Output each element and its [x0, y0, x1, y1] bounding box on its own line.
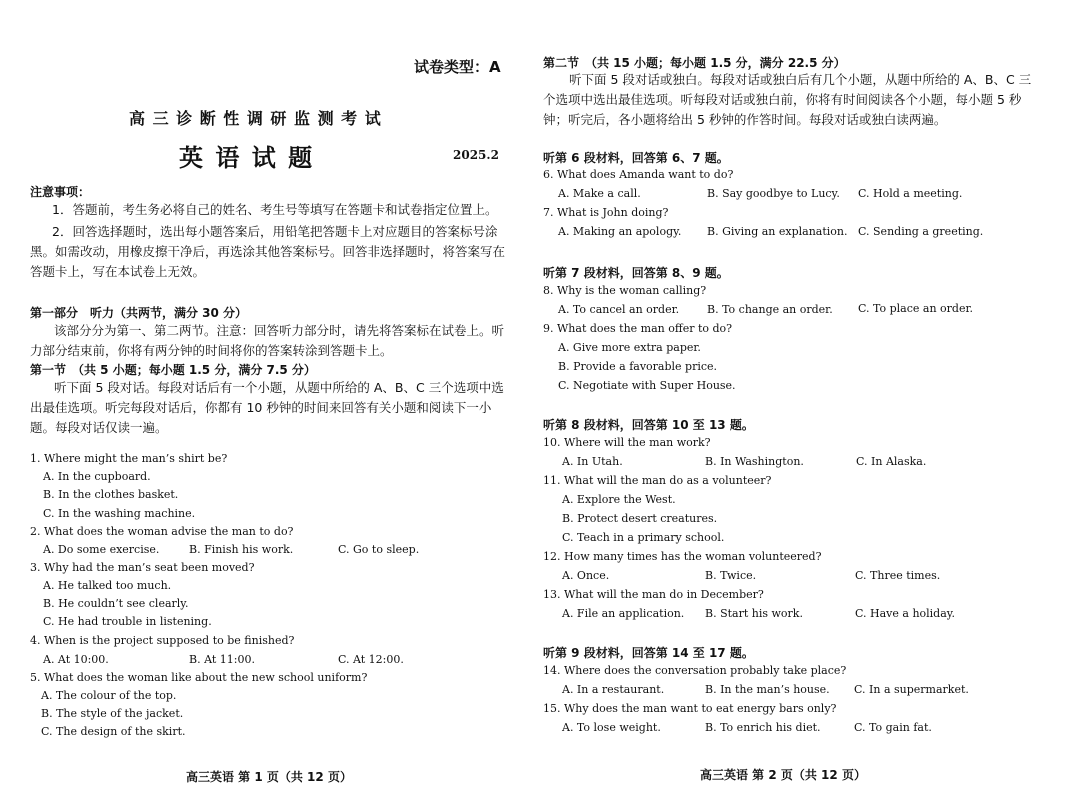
option-2b: B. Finish his work. [189, 543, 294, 556]
question-7: 7. What is John doing? [543, 206, 669, 219]
option-5a: A. The colour of the top. [41, 689, 177, 702]
option-9c: C. Negotiate with Super House. [558, 379, 736, 392]
option-8b: B. To change an order. [707, 303, 833, 316]
section1-title: 第一节 （共 5 小题；每小题 1.5 分，满分 7.5 分） [30, 363, 316, 377]
option-3b: B. He couldn’t see clearly. [43, 597, 189, 610]
option-12a: A. Once. [562, 569, 610, 582]
part1-description: 该部分分为第一、第二两节。注意：回答听力部分时，请先将答案标在试卷上。听力部分结束前，你将有两分钟的时间将你的答案转涂到答题卡上。 [30, 323, 505, 358]
option-13a: A. File an application. [562, 607, 685, 620]
question-15: 15. Why does the man want to eat energy bars only? [543, 702, 837, 715]
option-1b: B. In the clothes basket. [43, 488, 179, 501]
option-4a: A. At 10:00. [43, 653, 109, 666]
option-2a: A. Do some exercise. [43, 543, 160, 556]
question-11: 11. What will the man do as a volunteer? [543, 474, 772, 487]
material-7-heading: 听第 7 段材料，回答第 8、9 题。 [543, 266, 729, 280]
option-8a: A. To cancel an order. [558, 303, 680, 316]
option-15a: A. To lose weight. [562, 721, 661, 734]
option-10a: A. In Utah. [562, 455, 623, 468]
option-15b: B. To enrich his diet. [705, 721, 821, 734]
notice-title: 注意事项： [30, 185, 91, 199]
section2-description: 听下面 5 段对话或独白。每段对话或独白后有几个小题，从题中所给的 A、B、C 三个选项中选出最佳选项。听每段对话或独白前，你将有时间阅读各个小题，每小题 5 秒钟；听完后，各小题将给出 5 秒钟的作答时间。每段对话或独白读两遍。 [543, 72, 1032, 127]
footer-page-1: 高三英语 第 1 页（共 12 页） [186, 770, 352, 784]
option-6c: C. Hold a meeting. [858, 187, 963, 200]
option-11c: C. Teach in a primary school. [562, 531, 725, 544]
option-12c: C. Three times. [855, 569, 941, 582]
page-title: 英 语 试 题 [179, 144, 315, 172]
material-6-heading: 听第 6 段材料，回答第 6、7 题。 [543, 151, 729, 165]
section2-title: 第二节 （共 15 小题；每小题 1.5 分，满分 22.5 分） [543, 56, 846, 70]
option-15c: C. To gain fat. [854, 721, 932, 734]
option-14a: A. In a restaurant. [562, 683, 665, 696]
option-1a: A. In the cupboard. [43, 470, 151, 483]
notice-item-1: 1．答题前，考生务必将自己的姓名、考生号等填写在答题卡和试卷指定位置上。 [52, 202, 498, 217]
part1-title: 第一部分 听力（共两节，满分 30 分） [30, 306, 248, 320]
option-5b: B. The style of the jacket. [41, 707, 184, 720]
exam-date: 2025.2 [453, 148, 499, 162]
question-6: 6. What does Amanda want to do? [543, 168, 734, 181]
option-2c: C. Go to sleep. [338, 543, 420, 556]
option-11b: B. Protect desert creatures. [562, 512, 718, 525]
question-1: 1. Where might the man’s shirt be? [30, 452, 228, 465]
exam-name: 高 三 诊 断 性 调 研 监 测 考 试 [129, 109, 382, 128]
option-10b: B. In Washington. [705, 455, 804, 468]
section1-description: 听下面 5 段对话。每段对话后有一个小题，从题中所给的 A、B、C 三个选项中选出最佳选项。听完每段对话后，你都有 10 秒钟的时间来回答有关小题和阅读下一小题。每段对话仅读一遍。 [30, 380, 504, 435]
question-4: 4. When is the project supposed to be finished? [30, 634, 295, 647]
option-14b: B. In the man’s house. [705, 683, 830, 696]
option-13b: B. Start his work. [705, 607, 803, 620]
option-3c: C. He had trouble in listening. [43, 615, 212, 628]
paper-type: 试卷类型：A [414, 58, 501, 76]
footer-page-2: 高三英语 第 2 页（共 12 页） [700, 768, 866, 782]
question-10: 10. Where will the man work? [543, 436, 711, 449]
option-9a: A. Give more extra paper. [558, 341, 701, 354]
option-7a: A. Making an apology. [558, 225, 682, 238]
option-14c: C. In a supermarket. [854, 683, 969, 696]
question-14: 14. Where does the conversation probably take place? [543, 664, 847, 677]
option-6a: A. Make a call. [558, 187, 641, 200]
material-9-heading: 听第 9 段材料，回答第 14 至 17 题。 [543, 646, 754, 660]
material-8-heading: 听第 8 段材料，回答第 10 至 13 题。 [543, 418, 754, 432]
option-1c: C. In the washing machine. [43, 507, 196, 520]
question-2: 2. What does the woman advise the man to do? [30, 525, 294, 538]
question-12: 12. How many times has the woman volunteered? [543, 550, 822, 563]
question-5: 5. What does the woman like about the new school uniform? [30, 671, 368, 684]
option-7c: C. Sending a greeting. [858, 225, 984, 238]
option-8c: C. To place an order. [858, 302, 974, 315]
option-10c: C. In Alaska. [856, 455, 927, 468]
option-4c: C. At 12:00. [338, 653, 404, 666]
notice-item-2: 2．回答选择题时，选出每小题答案后，用铅笔把答题卡上对应题目的答案标号涂黑。如需改动，用橡皮擦干净后，再选涂其他答案标号。回答非选择题时，将答案写在答题卡上，写在本试卷上无效。 [30, 224, 506, 279]
option-13c: C. Have a holiday. [855, 607, 956, 620]
option-9b: B. Provide a favorable price. [558, 360, 718, 373]
option-6b: B. Say goodbye to Lucy. [707, 187, 840, 200]
option-4b: B. At 11:00. [189, 653, 255, 666]
question-3: 3. Why had the man’s seat been moved? [30, 561, 255, 574]
option-5c: C. The design of the skirt. [41, 725, 186, 738]
option-11a: A. Explore the West. [562, 493, 676, 506]
question-8: 8. Why is the woman calling? [543, 284, 707, 297]
option-3a: A. He talked too much. [43, 579, 172, 592]
option-12b: B. Twice. [705, 569, 757, 582]
question-9: 9. What does the man offer to do? [543, 322, 733, 335]
question-13: 13. What will the man do in December? [543, 588, 764, 601]
option-7b: B. Giving an explanation. [707, 225, 848, 238]
